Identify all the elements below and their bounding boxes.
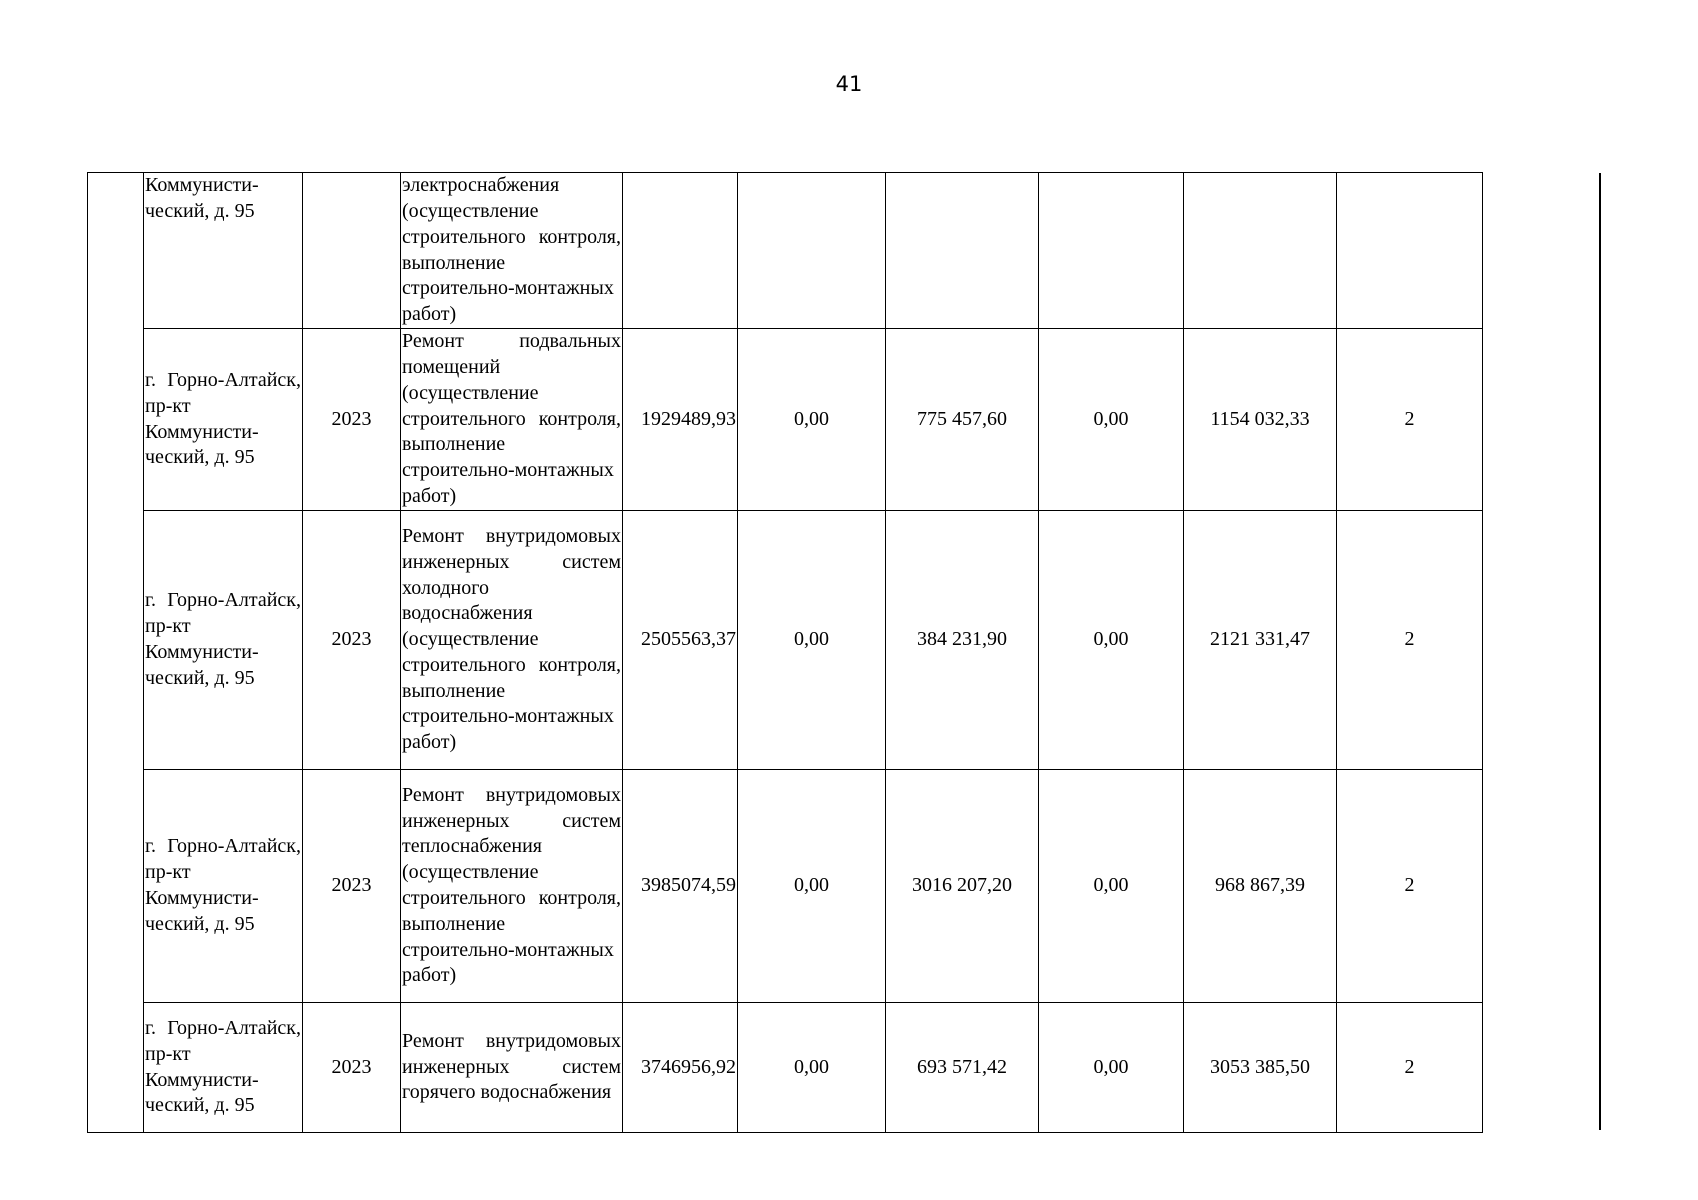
work-description-cell: Ремонт внутридомовых инженерных систем теплоснабжения (осуществление строительного контроля, выполнение строительно-монтажных работ) bbox=[401, 770, 623, 1003]
cost-col-2-cell: 3016 207,20 bbox=[886, 770, 1039, 1003]
total-cost-cell: 3746956,92 bbox=[623, 1003, 738, 1133]
page-number: 41 bbox=[835, 72, 863, 96]
cost-col-2-cell: 384 231,90 bbox=[886, 511, 1039, 770]
cost-col-1-cell: 0,00 bbox=[738, 770, 886, 1003]
cost-col-4-cell: 1154 032,33 bbox=[1184, 329, 1337, 511]
total-cost-cell bbox=[623, 173, 738, 329]
address-cell: г. Горно-Алтайск, пр-кт Коммунисти-ческий, д. 95 bbox=[144, 1003, 303, 1133]
table-row bbox=[88, 770, 1483, 1003]
right-margin-rule bbox=[1599, 173, 1601, 1130]
cost-col-3-cell: 0,00 bbox=[1039, 511, 1184, 770]
cost-col-4-cell bbox=[1184, 173, 1337, 329]
cost-col-5-cell: 2 bbox=[1337, 329, 1483, 511]
repair-works-table bbox=[87, 172, 1483, 1133]
address-cell: г. Горно-Алтайск, пр-кт Коммунисти-ческий, д. 95 bbox=[144, 329, 303, 511]
cost-col-1-cell: 0,00 bbox=[738, 329, 886, 511]
work-description-cell: Ремонт внутридомовых инженерных систем горячего водоснабжения bbox=[401, 1003, 623, 1133]
table-row bbox=[88, 173, 1483, 329]
work-description-cell: Ремонт подвальных помещений (осуществление строительного контроля, выполнение строительно-монтажных работ) bbox=[401, 329, 623, 511]
cost-col-3-cell: 0,00 bbox=[1039, 770, 1184, 1003]
table-row bbox=[88, 511, 1483, 770]
row-number-cell bbox=[88, 173, 144, 1133]
cost-col-2-cell: 775 457,60 bbox=[886, 329, 1039, 511]
total-cost-cell: 2505563,37 bbox=[623, 511, 738, 770]
total-cost-cell: 3985074,59 bbox=[623, 770, 738, 1003]
cost-col-5-cell bbox=[1337, 173, 1483, 329]
table-row bbox=[88, 1003, 1483, 1133]
year-cell bbox=[303, 173, 401, 329]
year-cell: 2023 bbox=[303, 329, 401, 511]
address-cell: г. Горно-Алтайск, пр-кт Коммунисти-ческий, д. 95 bbox=[144, 511, 303, 770]
cost-col-1-cell: 0,00 bbox=[738, 1003, 886, 1133]
cost-col-3-cell: 0,00 bbox=[1039, 1003, 1184, 1133]
cost-col-4-cell: 3053 385,50 bbox=[1184, 1003, 1337, 1133]
cost-col-2-cell bbox=[886, 173, 1039, 329]
cost-col-5-cell: 2 bbox=[1337, 511, 1483, 770]
total-cost-cell: 1929489,93 bbox=[623, 329, 738, 511]
cost-col-1-cell: 0,00 bbox=[738, 511, 886, 770]
year-cell: 2023 bbox=[303, 511, 401, 770]
cost-col-1-cell bbox=[738, 173, 886, 329]
cost-col-4-cell: 2121 331,47 bbox=[1184, 511, 1337, 770]
cost-col-3-cell bbox=[1039, 173, 1184, 329]
cost-col-3-cell: 0,00 bbox=[1039, 329, 1184, 511]
work-description-cell: Ремонт внутридомовых инженерных систем холодного водоснабжения (осуществление строительного контроля, выполнение строительно-монтажных работ) bbox=[401, 511, 623, 770]
table-row bbox=[88, 329, 1483, 511]
cost-col-4-cell: 968 867,39 bbox=[1184, 770, 1337, 1003]
address-cell: Коммунисти- ческий, д. 95 bbox=[144, 173, 303, 329]
cost-col-5-cell: 2 bbox=[1337, 1003, 1483, 1133]
year-cell: 2023 bbox=[303, 1003, 401, 1133]
address-cell: г. Горно-Алтайск, пр-кт Коммунисти-ческий, д. 95 bbox=[144, 770, 303, 1003]
year-cell: 2023 bbox=[303, 770, 401, 1003]
work-description-cell: электроснабжения (осуществление строительного контроля, выполнение строительно-монтажных работ) bbox=[401, 173, 623, 329]
cost-col-2-cell: 693 571,42 bbox=[886, 1003, 1039, 1133]
cost-col-5-cell: 2 bbox=[1337, 770, 1483, 1003]
